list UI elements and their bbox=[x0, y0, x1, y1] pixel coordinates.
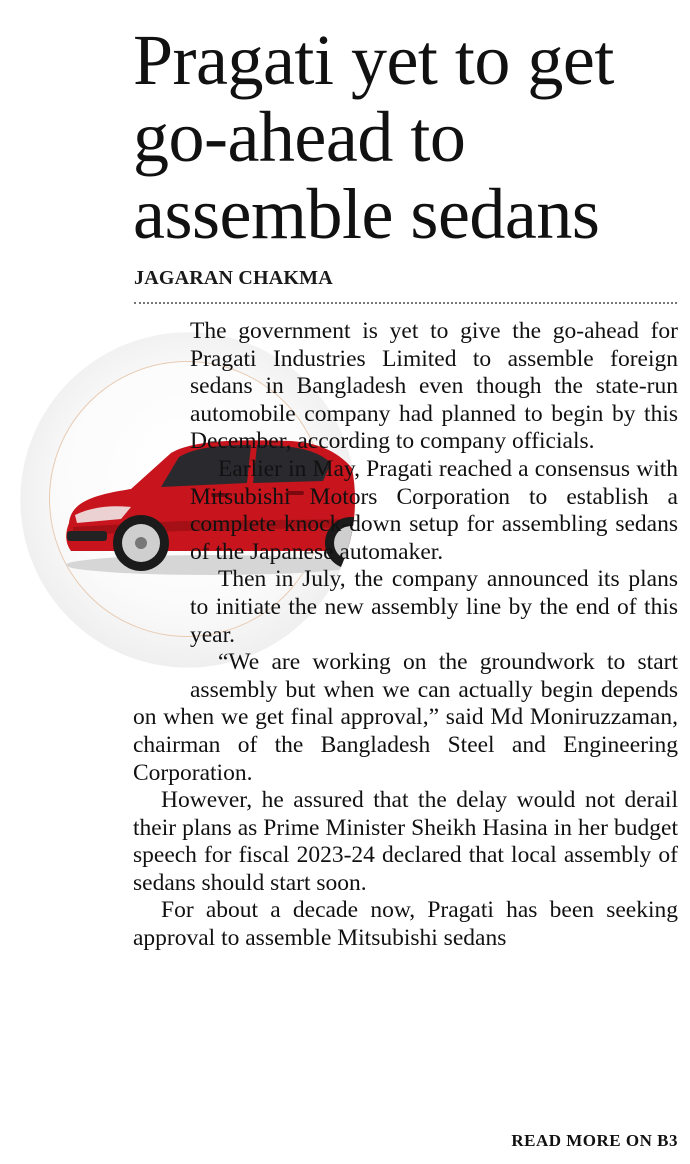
article-paragraph: For about a decade now, Pragati has been seeking approval to assemble Mitsubishi sedans bbox=[133, 897, 678, 952]
article-paragraph: Earlier in May, Pragati reached a consensus with Mitsubishi Motors Corporation to establish a complete knock-down setup for assembling sedans of the Japanese automaker. bbox=[190, 455, 678, 565]
read-more-link[interactable]: READ MORE ON B3 bbox=[511, 1131, 678, 1150]
byline: JAGARAN CHAKMA bbox=[134, 267, 333, 289]
article-paragraph: Then in July, the company announced its plans to initiate the new assembly line by the end of this year. bbox=[190, 566, 678, 648]
dotted-divider bbox=[134, 302, 677, 304]
photo-text-wrap bbox=[0, 318, 190, 713]
article-body bbox=[133, 318, 678, 953]
article-paragraph: However, he assured that the delay would not derail their plans as Prime Minister Sheikh Hasina in her budget speech for fiscal 2023-24 declared that local assembly of sedans should start soon. bbox=[133, 787, 678, 896]
headline: Pragati yet to get go-ahead to assemble sedans bbox=[133, 20, 614, 254]
article-paragraph: “We are working on the groundwork to start assembly but when we can actually begin depends on when we get final approval,” said Md Moniruzzaman, chairman of the Bangladesh Steel and Engineering Corporation. bbox=[133, 649, 678, 786]
article-paragraph: The government is yet to give the go-ahead for Pragati Industries Limited to assemble foreign sedans in Bangladesh even though the state-run automobile company had planned to begin by this December, according to company officials. bbox=[190, 318, 678, 455]
